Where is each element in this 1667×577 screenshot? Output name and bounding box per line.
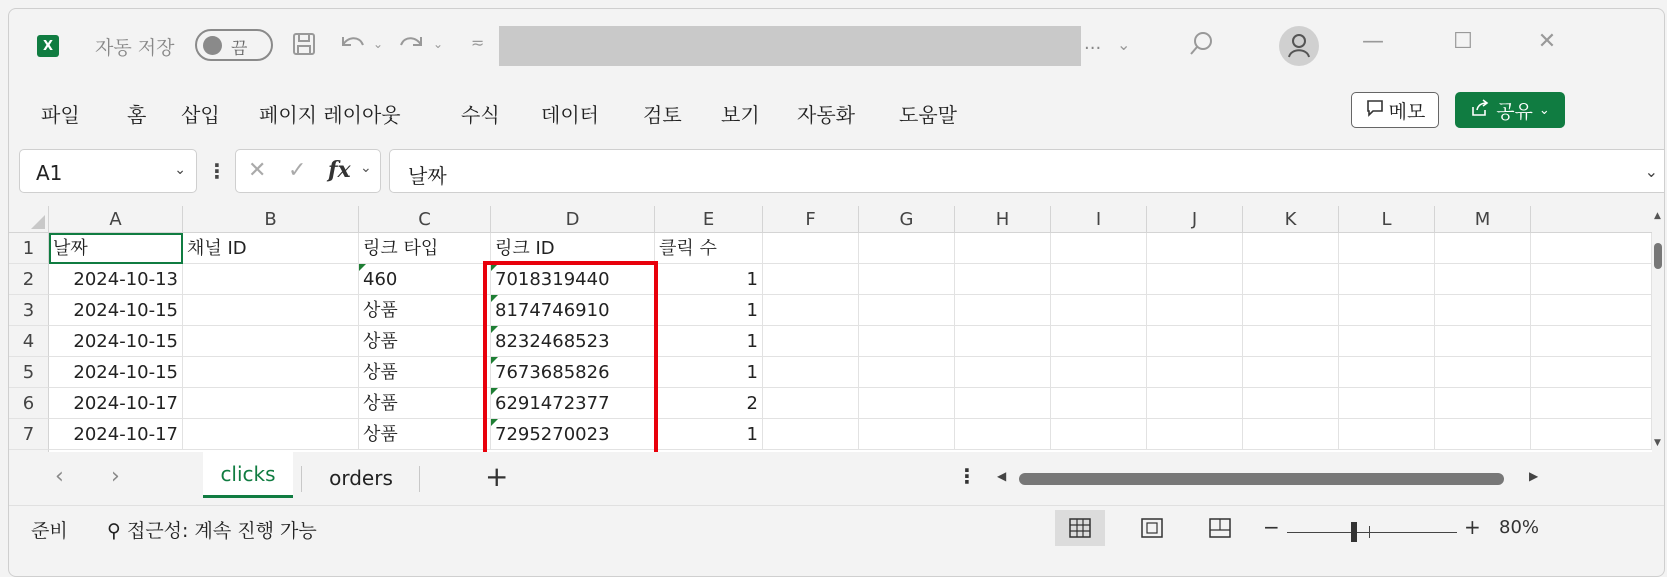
autosave-label: 자동 저장 xyxy=(95,37,175,59)
column-header-j[interactable]: J xyxy=(1147,206,1243,233)
status-bar xyxy=(9,505,1664,550)
empty-cell[interactable] xyxy=(1435,388,1531,419)
name-box-value: A1 xyxy=(36,161,63,185)
cell-e5[interactable]: 1 xyxy=(655,357,763,388)
row-header[interactable]: 6 xyxy=(9,388,49,419)
tab-file[interactable]: 파일 xyxy=(41,103,80,127)
column-header-l[interactable]: L xyxy=(1339,206,1435,233)
worksheet-grid xyxy=(9,206,1664,452)
tab-automate[interactable]: 자동화 xyxy=(797,103,855,127)
formula-buttons xyxy=(235,149,381,193)
empty-cell[interactable] xyxy=(1051,233,1147,264)
empty-cell[interactable] xyxy=(1243,326,1339,357)
empty-cell[interactable] xyxy=(1339,419,1435,450)
empty-cell[interactable] xyxy=(1051,326,1147,357)
cell-e4[interactable]: 1 xyxy=(655,326,763,357)
maximize-button[interactable]: ☐ xyxy=(1453,29,1473,54)
cell-b3[interactable] xyxy=(183,295,359,326)
cell-a3[interactable]: 2024-10-15 xyxy=(49,295,183,326)
row-header[interactable]: 3 xyxy=(9,295,49,326)
empty-cell[interactable] xyxy=(1339,326,1435,357)
cell-d1[interactable]: 링크 ID xyxy=(491,233,655,264)
cell-c4[interactable]: 상품 xyxy=(359,326,491,357)
document-title-redacted[interactable] xyxy=(499,26,1081,66)
accessibility-icon: ⚲ xyxy=(107,520,121,542)
page-break-view-button[interactable] xyxy=(1195,510,1245,546)
empty-cell[interactable] xyxy=(955,295,1051,326)
zoom-level[interactable]: 80% xyxy=(1499,517,1540,538)
column-header-b[interactable]: B xyxy=(183,206,359,233)
row-header[interactable]: 4 xyxy=(9,326,49,357)
horizontal-scrollbar[interactable] xyxy=(994,471,1554,485)
tab-separator xyxy=(419,466,420,492)
close-button[interactable]: ✕ xyxy=(1537,29,1557,54)
next-sheet-icon[interactable]: › xyxy=(111,464,120,489)
empty-cell[interactable] xyxy=(859,233,955,264)
empty-cell[interactable] xyxy=(859,295,955,326)
highlight-box-link-id xyxy=(483,261,658,459)
empty-cell[interactable] xyxy=(1531,264,1652,295)
tab-home[interactable]: 홈 xyxy=(127,103,147,127)
excel-window xyxy=(8,8,1665,577)
column-header-h[interactable]: H xyxy=(955,206,1051,233)
empty-cell[interactable] xyxy=(1531,295,1652,326)
empty-cell[interactable] xyxy=(1243,419,1339,450)
empty-cell[interactable] xyxy=(1147,326,1243,357)
cancel-icon[interactable]: ✕ xyxy=(248,158,267,183)
empty-cell[interactable] xyxy=(859,357,955,388)
formula-input-value: 날짜 xyxy=(408,164,447,188)
empty-cell[interactable] xyxy=(955,264,1051,295)
empty-cell[interactable] xyxy=(763,295,859,326)
column-header-d[interactable]: D xyxy=(491,206,655,233)
empty-cell[interactable] xyxy=(955,233,1051,264)
minimize-button[interactable]: — xyxy=(1362,29,1384,54)
chevron-down-icon[interactable]: ⌄ xyxy=(360,160,372,176)
title-ellipsis: ... xyxy=(1084,33,1102,54)
column-header-i[interactable]: I xyxy=(1051,206,1147,233)
cell-d2[interactable]: 7018319440 xyxy=(491,264,655,295)
more-options-icon[interactable]: ⋮ xyxy=(207,159,227,183)
cell-b5[interactable] xyxy=(183,357,359,388)
previous-sheet-icon[interactable]: ‹ xyxy=(55,464,64,489)
empty-cell[interactable] xyxy=(1531,388,1652,419)
chevron-down-icon: ⌄ xyxy=(1538,102,1550,118)
cell-c5[interactable]: 상품 xyxy=(359,357,491,388)
undo-dropdown-icon[interactable]: ⌄ xyxy=(373,37,384,51)
cell-d4[interactable]: 8232468523 xyxy=(491,326,655,357)
cell-b4[interactable] xyxy=(183,326,359,357)
memo-button[interactable] xyxy=(1351,92,1439,128)
tab-separator xyxy=(301,466,302,492)
cell-a1[interactable]: 날짜 xyxy=(49,233,183,264)
horizontal-scroll-thumb[interactable] xyxy=(1019,473,1504,485)
undo-icon[interactable] xyxy=(339,31,367,63)
empty-cell[interactable] xyxy=(1531,326,1652,357)
tab-review[interactable]: 검토 xyxy=(643,103,682,127)
tab-data[interactable]: 데이터 xyxy=(541,103,599,127)
empty-cell[interactable] xyxy=(859,264,955,295)
customize-toolbar-icon[interactable]: ≂ xyxy=(471,33,485,52)
cell-a6[interactable]: 2024-10-17 xyxy=(49,388,183,419)
share-icon xyxy=(1470,98,1490,123)
accessibility-label: 접근성: 계속 진행 가능 xyxy=(126,520,317,542)
normal-view-button[interactable] xyxy=(1055,510,1105,546)
empty-cell[interactable] xyxy=(955,357,1051,388)
title-dropdown-icon[interactable]: ⌄ xyxy=(1117,35,1131,54)
cell-d3[interactable]: 8174746910 xyxy=(491,295,655,326)
empty-cell[interactable] xyxy=(859,326,955,357)
cell-e3[interactable]: 1 xyxy=(655,295,763,326)
tab-help[interactable]: 도움말 xyxy=(899,103,957,127)
accessibility-status[interactable] xyxy=(107,516,317,543)
empty-cell[interactable] xyxy=(1147,233,1243,264)
cell-b6[interactable] xyxy=(183,388,359,419)
toggle-knob xyxy=(203,36,222,55)
empty-cell[interactable] xyxy=(1051,264,1147,295)
cell-c3[interactable]: 상품 xyxy=(359,295,491,326)
search-icon[interactable] xyxy=(1187,29,1217,59)
share-button[interactable] xyxy=(1455,92,1565,128)
sheet-tab-label: clicks xyxy=(220,462,276,486)
empty-cell[interactable] xyxy=(1243,264,1339,295)
cell-a5[interactable]: 2024-10-15 xyxy=(49,357,183,388)
cell-e7[interactable]: 1 xyxy=(655,419,763,450)
empty-cell[interactable] xyxy=(1051,357,1147,388)
cell-b7[interactable] xyxy=(183,419,359,450)
share-label: 공유 xyxy=(1496,100,1533,123)
empty-cell[interactable] xyxy=(763,233,859,264)
empty-cell[interactable] xyxy=(1051,419,1147,450)
row-header[interactable]: 1 xyxy=(9,233,49,264)
tab-formulas[interactable]: 수식 xyxy=(461,103,500,127)
cell-a4[interactable]: 2024-10-15 xyxy=(49,326,183,357)
empty-cell[interactable] xyxy=(955,419,1051,450)
tab-view[interactable]: 보기 xyxy=(721,103,760,127)
zoom-slider[interactable] xyxy=(1287,532,1457,533)
cell-b1[interactable]: 채널 ID xyxy=(183,233,359,264)
cell-c1[interactable]: 링크 타입 xyxy=(359,233,491,264)
row-header[interactable]: 5 xyxy=(9,357,49,388)
cell-c7[interactable]: 상품 xyxy=(359,419,491,450)
formula-input[interactable] xyxy=(389,149,1664,193)
empty-cell[interactable] xyxy=(1339,388,1435,419)
cell-c6[interactable]: 상품 xyxy=(359,388,491,419)
empty-cell[interactable] xyxy=(1435,264,1531,295)
tab-insert[interactable]: 삽입 xyxy=(181,103,220,127)
tab-page-layout[interactable]: 페이지 레이아웃 xyxy=(259,103,401,127)
avatar[interactable] xyxy=(1279,26,1319,66)
empty-cell[interactable] xyxy=(1531,233,1652,264)
cell-b2[interactable] xyxy=(183,264,359,295)
scroll-left-icon[interactable]: ◀ xyxy=(997,469,1007,483)
empty-cell[interactable] xyxy=(859,419,955,450)
redo-icon[interactable] xyxy=(397,31,425,63)
cell-d7[interactable]: 7295270023 xyxy=(491,419,655,450)
empty-cell[interactable] xyxy=(1243,295,1339,326)
column-header-a[interactable]: A xyxy=(49,206,183,233)
empty-cell[interactable] xyxy=(1147,264,1243,295)
add-sheet-button[interactable]: + xyxy=(485,460,509,493)
autosave-state: 끔 xyxy=(231,39,248,59)
column-header-e[interactable]: E xyxy=(655,206,763,233)
cell-e6[interactable]: 2 xyxy=(655,388,763,419)
column-header-c[interactable]: C xyxy=(359,206,491,233)
chevron-down-icon[interactable]: ⌄ xyxy=(174,162,186,178)
cell-d5[interactable]: 7673685826 xyxy=(491,357,655,388)
empty-cell[interactable] xyxy=(1531,419,1652,450)
autosave-toggle[interactable] xyxy=(195,29,273,61)
empty-cell[interactable] xyxy=(1339,357,1435,388)
column-header-f[interactable]: F xyxy=(763,206,859,233)
cell-e2[interactable]: 1 xyxy=(655,264,763,295)
scroll-up-icon[interactable]: ▲ xyxy=(1654,211,1661,221)
cell-a7[interactable]: 2024-10-17 xyxy=(49,419,183,450)
row-header[interactable]: 2 xyxy=(9,264,49,295)
formula-bar xyxy=(9,147,1664,197)
row-header[interactable]: 7 xyxy=(9,419,49,450)
zoom-slider-thumb[interactable] xyxy=(1351,522,1357,542)
cell-a2[interactable]: 2024-10-13 xyxy=(49,264,183,295)
zoom-out-button[interactable]: − xyxy=(1263,515,1280,539)
sheet-tab-bar xyxy=(9,452,1664,505)
select-all-button[interactable] xyxy=(9,206,49,233)
empty-cell[interactable] xyxy=(1435,326,1531,357)
sheet-tab-orders[interactable] xyxy=(309,452,413,498)
cell-c2[interactable]: 460 xyxy=(359,264,491,295)
empty-cell[interactable] xyxy=(859,388,955,419)
scroll-down-icon[interactable]: ▼ xyxy=(1654,438,1661,448)
insert-function-icon[interactable]: fx xyxy=(328,157,351,183)
expand-formula-icon[interactable]: ⌄ xyxy=(1644,162,1658,181)
excel-icon: X xyxy=(37,35,59,57)
empty-cell[interactable] xyxy=(1051,295,1147,326)
title-bar xyxy=(9,9,1664,81)
name-box[interactable] xyxy=(19,149,197,193)
empty-cell[interactable] xyxy=(1243,388,1339,419)
empty-cell[interactable] xyxy=(1147,357,1243,388)
empty-cell[interactable] xyxy=(763,419,859,450)
zoom-slider-midpoint xyxy=(1369,526,1370,538)
redo-dropdown-icon[interactable]: ⌄ xyxy=(433,37,444,51)
empty-cell[interactable] xyxy=(1531,357,1652,388)
sheet-tab-label: orders xyxy=(329,466,393,490)
empty-cell[interactable] xyxy=(1147,419,1243,450)
column-header-m[interactable]: M xyxy=(1435,206,1531,233)
column-header-n[interactable] xyxy=(1531,206,1652,233)
empty-cell[interactable] xyxy=(1051,388,1147,419)
save-icon[interactable] xyxy=(291,31,317,63)
enter-icon[interactable]: ✓ xyxy=(288,158,307,183)
empty-cell[interactable] xyxy=(1435,233,1531,264)
empty-cell[interactable] xyxy=(955,388,1051,419)
vertical-scrollbar[interactable] xyxy=(1652,206,1664,452)
status-ready: 준비 xyxy=(31,520,68,542)
more-options-icon[interactable]: ⋮ xyxy=(957,464,977,488)
column-header-k[interactable]: K xyxy=(1243,206,1339,233)
vertical-scroll-thumb[interactable] xyxy=(1654,243,1662,269)
page-layout-view-button[interactable] xyxy=(1127,510,1177,546)
comment-icon xyxy=(1365,98,1385,123)
empty-cell[interactable] xyxy=(1435,419,1531,450)
cell-e1[interactable]: 클릭 수 xyxy=(655,233,763,264)
empty-cell[interactable] xyxy=(1147,388,1243,419)
empty-cell[interactable] xyxy=(1435,357,1531,388)
empty-cell[interactable] xyxy=(763,357,859,388)
empty-cell[interactable] xyxy=(1339,295,1435,326)
memo-label: 메모 xyxy=(1388,100,1426,123)
empty-cell[interactable] xyxy=(1435,295,1531,326)
empty-cell[interactable] xyxy=(1243,233,1339,264)
empty-cell[interactable] xyxy=(955,326,1051,357)
empty-cell[interactable] xyxy=(1339,264,1435,295)
zoom-in-button[interactable]: + xyxy=(1464,515,1481,539)
empty-cell[interactable] xyxy=(1339,233,1435,264)
empty-cell[interactable] xyxy=(1243,357,1339,388)
empty-cell[interactable] xyxy=(763,388,859,419)
empty-cell[interactable] xyxy=(1147,295,1243,326)
scroll-right-icon[interactable]: ▶ xyxy=(1529,469,1539,483)
empty-cell[interactable] xyxy=(763,264,859,295)
column-header-g[interactable]: G xyxy=(859,206,955,233)
empty-cell[interactable] xyxy=(763,326,859,357)
sheet-tab-clicks[interactable] xyxy=(203,452,293,498)
cell-d6[interactable]: 6291472377 xyxy=(491,388,655,419)
